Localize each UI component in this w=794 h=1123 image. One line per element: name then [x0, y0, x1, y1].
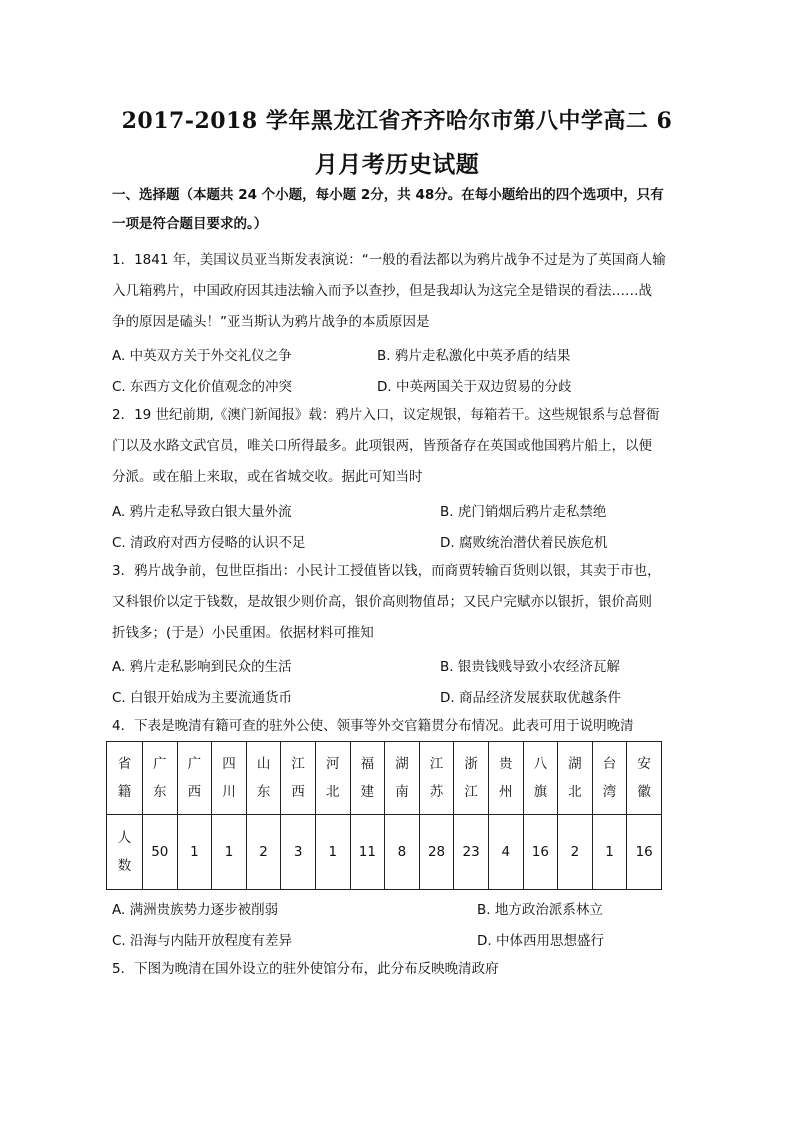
province-name: 安徽 [637, 756, 651, 800]
count-cell [454, 815, 489, 890]
q1-option-b: B. 鸦片走私激化中英矛盾的结果 [377, 348, 571, 364]
province-name: 河北 [326, 756, 340, 800]
exam-title-line1: 2017-2018 学年黑龙江省齐齐哈尔市第八中学高二 6 [121, 108, 673, 134]
province-name: 湖南 [395, 756, 409, 800]
q3-stem-line1: 3．鸦片战争前，包世臣指出：小民计工授值皆以钱，而商贾转输百货则以银，其卖于市也， [112, 563, 661, 579]
q4-option-a: A. 满洲贵族势力逐步被削弱 [112, 902, 279, 918]
province-name: 福建 [360, 756, 375, 800]
count-value: 1 [190, 844, 199, 860]
province-cell [246, 742, 281, 815]
row-label-cell [107, 815, 143, 890]
province-name: 台湾 [602, 756, 617, 800]
province-cell [419, 742, 454, 815]
province-cell [627, 742, 662, 815]
q3-option-c: C. 白银开始成为主要流通货币 [112, 690, 293, 706]
count-cell [419, 815, 454, 890]
province-cell [454, 742, 489, 815]
q2-stem-line3: 分派。或在船上来取，或在省城交收。据此可知当时 [112, 469, 423, 485]
q3-option-d: D. 商品经济发展获取优越条件 [440, 690, 621, 706]
row-label: 人数 [117, 830, 132, 874]
count-cell [385, 815, 420, 890]
q2-stem-line1: 2．19 世纪前期,《澳门新闻报》载：鸦片入口，议定规银，每箱若干。这些规银系与总督衙 [112, 407, 660, 423]
count-value: 2 [570, 844, 580, 860]
count-value: 4 [501, 844, 511, 860]
q3-option-b: B. 银贵钱贱导致小农经济瓦解 [440, 659, 620, 675]
province-cell [523, 742, 558, 815]
q1-stem-line2: 入几箱鸦片，中国政府因其违法输入而予以查抄，但是我却认为这完全是错误的看法……战 [112, 283, 652, 299]
count-value: 3 [293, 844, 303, 860]
province-name: 山东 [256, 756, 271, 800]
q4-option-b: B. 地方政治派系林立 [477, 902, 603, 918]
table-row-provinces [107, 742, 662, 815]
count-value: 23 [462, 844, 480, 860]
count-value: 50 [151, 844, 169, 860]
q2-option-a: A. 鸦片走私导致白银大量外流 [112, 504, 292, 520]
diplomat-origin-table [106, 741, 662, 890]
count-cell [212, 815, 247, 890]
count-value: 16 [635, 844, 653, 860]
q1-stem-line3: 争的原因是磕头！”亚当斯认为鸦片战争的本质原因是 [112, 314, 430, 330]
province-name: 浙江 [464, 756, 478, 800]
province-cell [592, 742, 627, 815]
header-label: 省籍 [117, 756, 132, 800]
count-value: 2 [259, 844, 268, 860]
count-value: 1 [328, 844, 338, 860]
q1-option-a: A. 中英双方关于外交礼仪之争 [112, 348, 292, 364]
count-value: 28 [427, 844, 446, 860]
province-cell [315, 742, 350, 815]
q4-option-c: C. 沿海与内陆开放程度有差异 [112, 933, 293, 949]
province-cell [385, 742, 420, 815]
province-name: 广东 [153, 756, 167, 800]
province-name: 四川 [222, 756, 236, 800]
count-cell [315, 815, 350, 890]
province-cell [177, 742, 212, 815]
q2-option-b: B. 虎门销烟后鸦片走私禁绝 [440, 504, 607, 520]
province-name: 江西 [291, 756, 305, 800]
count-value: 11 [358, 844, 376, 860]
q4-option-d: D. 中体西用思想盛行 [477, 933, 604, 949]
count-cell [246, 815, 281, 890]
count-cell [592, 815, 627, 890]
q2-option-c: C. 清政府对西方侵略的认识不足 [112, 535, 306, 551]
table-row-counts [107, 815, 662, 890]
province-cell [212, 742, 247, 815]
count-cell [177, 815, 212, 890]
header-label-cell [107, 742, 143, 815]
province-cell [558, 742, 593, 815]
count-value: 8 [397, 844, 407, 860]
count-cell [281, 815, 316, 890]
q2-stem-line2: 门以及水路文武官员，唯关口所得最多。此项银两，皆预备存在英国或他国鸦片船上，以便 [112, 438, 652, 454]
section-instruction-line2: 一项是符合题目要求的。） [112, 216, 268, 232]
exam-title-line2: 月月考历史试题 [314, 151, 480, 178]
section-instruction-line1: 一、选择题（本题共 24 个小题，每小题 2分，共 48分。在每小题给出的四个选项中，只有 [112, 187, 664, 203]
province-name: 贵州 [498, 756, 513, 800]
province-name: 八旗 [533, 756, 548, 800]
q3-option-a: A. 鸦片走私影响到民众的生活 [112, 659, 292, 675]
q1-option-d: D. 中英两国关于双边贸易的分歧 [377, 379, 572, 395]
count-cell [523, 815, 558, 890]
count-cell [350, 815, 385, 890]
province-cell [143, 742, 178, 815]
count-value: 1 [224, 844, 234, 860]
province-cell [281, 742, 316, 815]
q1-option-c: C. 东西方文化价值观念的冲突 [112, 379, 293, 395]
count-cell [558, 815, 593, 890]
province-name: 湖北 [568, 756, 582, 800]
count-cell [143, 815, 178, 890]
q3-stem-line3: 折钱多；(于是）小民重困。依据材料可推知 [112, 625, 374, 641]
count-cell [488, 815, 523, 890]
province-cell [350, 742, 385, 815]
province-name: 江苏 [429, 756, 444, 800]
q5-stem: 5．下图为晚清在国外设立的驻外使馆分布，此分布反映晚清政府 [112, 961, 499, 977]
count-value: 1 [605, 844, 614, 860]
q2-option-d: D. 腐败统治潜伏着民族危机 [440, 535, 608, 551]
province-cell [488, 742, 523, 815]
q4-stem: 4．下表是晚清有籍可查的驻外公使、领事等外交官籍贯分布情况。此表可用于说明晚清 [112, 718, 634, 734]
q1-stem-line1: 1．1841 年，美国议员亚当斯发表演说：“一般的看法都以为鸦片战争不过是为了英国商人输 [112, 252, 666, 268]
count-value: 16 [531, 844, 549, 860]
province-name: 广西 [187, 756, 202, 800]
count-cell [627, 815, 662, 890]
q3-stem-line2: 又科银价以定于钱数，是故银少则价高，银价高则物值昂；又民户完赋亦以银折，银价高则 [112, 594, 652, 610]
